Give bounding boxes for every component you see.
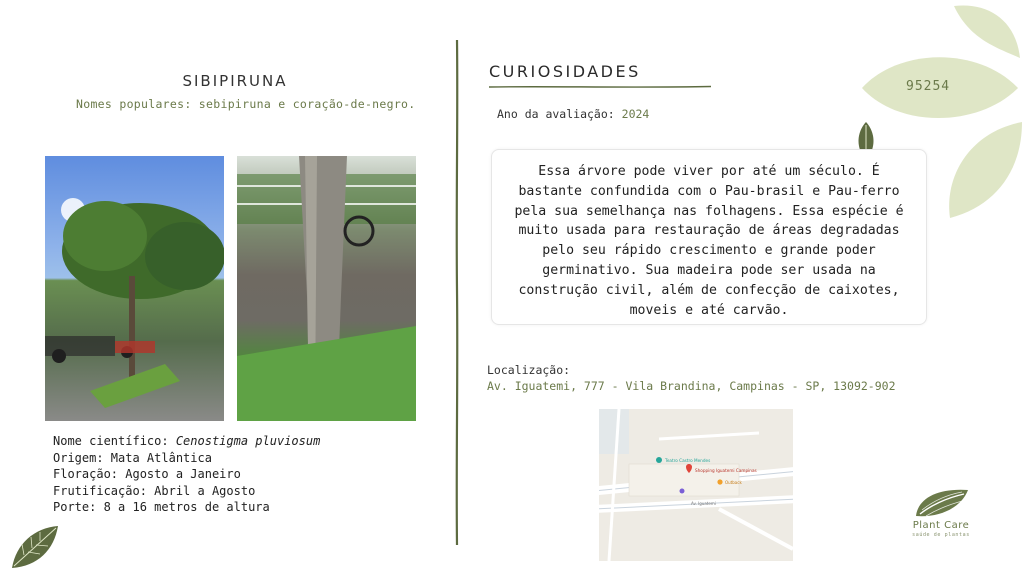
tree-details: [53, 433, 320, 516]
leaf-bottom-left-icon: [10, 524, 60, 570]
curiosities-card: [491, 149, 927, 325]
column-divider: [455, 40, 459, 545]
leaf-bottom-icon: [949, 122, 1022, 218]
origin-row: Origem: Mata Atlântica: [53, 450, 212, 465]
brand-name: Plant Care: [912, 520, 970, 531]
map-place-shopping: Shopping Iguatemi Campinas: [695, 468, 757, 473]
curiosities-text: Essa árvore pode viver por até um século. É bastante confundida com o Pau-brasil e Pau-ferro pela sua semelhança nas folhagens. Essa espécie é muito usada para restauração de áreas degradadas pelo seu rápido crescimento e grande poder germinativo. Sua madeira pode ser usada na construção civil, além de confecção de caixotes, moveis e até carvão.: [514, 164, 904, 318]
tree-photo-1: [45, 156, 224, 421]
location-address: Av. Iguatemi, 777 - Vila Brandina, Campinas - SP, 13092-902: [487, 379, 896, 393]
scientific-name-row: [53, 433, 320, 450]
size-row: Porte: 8 a 16 metros de altura: [53, 500, 270, 514]
leaf-top-icon: [954, 5, 1020, 58]
map-place-teatro: Teatro Castro Mendes: [665, 458, 711, 463]
tree-code: 95254: [906, 79, 951, 94]
map-place-outback: Outback: [725, 480, 742, 485]
title-underline: [489, 84, 711, 90]
location-label: Localização:: [487, 363, 571, 377]
plant-care-logo: [912, 486, 970, 520]
tree-name: SIBIPIRUNA: [182, 72, 288, 90]
curiosities-title: CURIOSIDADES: [489, 62, 641, 81]
evaluation-label: Ano da avaliação:: [497, 107, 615, 121]
evaluation-value: 2024: [621, 107, 650, 121]
evaluation-year: [497, 107, 649, 121]
map-street-label: Av. Iguatemi: [691, 501, 716, 506]
brand-tagline: saúde de plantas: [912, 532, 970, 538]
tree-photo-2: [237, 156, 416, 421]
flowering-row: Floração: Agosto a Janeiro: [53, 467, 241, 481]
scientific-name-value: Cenostigma pluviosum: [175, 434, 321, 448]
popular-names: Nomes populares: sebipiruna e coração-de-negro.: [76, 97, 416, 111]
location-map[interactable]: [599, 409, 793, 561]
fruiting-row: Frutificação: Abril a Agosto: [53, 483, 256, 498]
scientific-name-label: Nome científico:: [53, 434, 169, 448]
